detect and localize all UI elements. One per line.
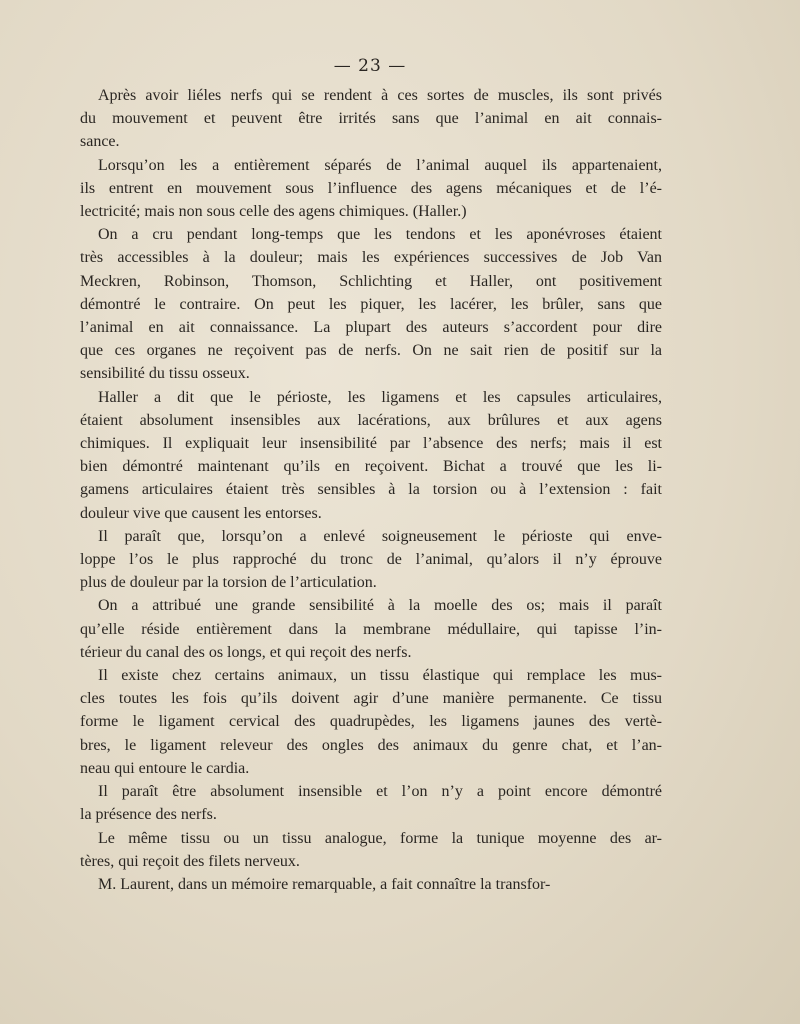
- paragraph: [80, 594, 662, 664]
- text-line: l’animal en ait connaissance. La plupart des auteurs s’accordent pour dire: [80, 319, 662, 337]
- paragraph: [80, 525, 662, 595]
- text-line: Il paraît que, lorsqu’on a enlevé soigneusement le périoste qui enve-: [98, 527, 662, 545]
- text-line: Il paraît être absolument insensible et l’on n’y a point encore démontré: [98, 783, 662, 801]
- text-line: ils entrent en mouvement sous l’influence des agens mécaniques et de l’é-: [80, 179, 662, 197]
- text-line: Haller a dit que le périoste, les ligamens et les capsules articulaires,: [98, 388, 662, 406]
- text-line: neau qui entoure le cardia.: [80, 759, 250, 777]
- paragraph: [80, 827, 662, 873]
- text-line: bien démontré maintenant qu’ils en reçoivent. Bichat a trouvé que les li-: [80, 458, 662, 476]
- text-line: gamens articulaires étaient très sensibles à la torsion ou à l’extension : fait: [80, 481, 662, 499]
- text-line: lectricité; mais non sous celle des agens chimiques. (Haller.): [80, 203, 467, 221]
- text-line: étaient absolument insensibles aux lacérations, aux brûlures et aux agens: [80, 411, 662, 429]
- text-line: tères, qui reçoit des filets nerveux.: [80, 852, 300, 870]
- text-line: On a attribué une grande sensibilité à la moelle des os; mais il paraît: [98, 597, 662, 615]
- paragraph: [80, 84, 662, 154]
- paragraph: [80, 386, 662, 525]
- paragraph: [80, 664, 662, 780]
- text-line: chimiques. Il expliquait leur insensibilité par l’absence des nerfs; mais il est: [80, 435, 662, 453]
- text-line: la présence des nerfs.: [80, 806, 217, 824]
- text-line: très accessibles à la douleur; mais les expériences successives de Job Van: [80, 249, 662, 267]
- text-line: cles toutes les fois qu’ils doivent agir d’une manière permanente. Ce tissu: [80, 690, 662, 708]
- paragraph: [80, 223, 662, 385]
- text-line: que ces organes ne reçoivent pas de nerfs. On ne sait rien de positif sur la: [80, 342, 662, 360]
- paragraph: [80, 154, 662, 224]
- text-line: Il existe chez certains animaux, un tissu élastique qui remplace les mus-: [98, 667, 662, 685]
- paragraph: [80, 873, 662, 896]
- text-line: bres, le ligament releveur des ongles des animaux du genre chat, et l’an-: [80, 736, 662, 754]
- text-line: loppe l’os le plus rapproché du tronc de l’animal, qu’alors il n’y éprouve: [80, 551, 662, 569]
- text-line: térieur du canal des os longs, et qui reçoit des nerfs.: [80, 643, 412, 661]
- text-line: forme le ligament cervical des quadrupèdes, les ligamens jaunes des vertè-: [80, 713, 662, 731]
- text-line: On a cru pendant long-temps que les tendons et les aponévroses étaient: [98, 226, 662, 244]
- text-line: qu’elle réside entièrement dans la membrane médullaire, qui tapisse l’in-: [80, 620, 662, 638]
- text-line: Meckren, Robinson, Thomson, Schlichting et Haller, ont positivement: [80, 272, 662, 290]
- text-line: démontré le contraire. On peut les piquer, les lacérer, les brûler, sans que: [80, 295, 662, 313]
- text-line: sensibilité du tissu osseux.: [80, 365, 250, 383]
- page-number: — 23 —: [333, 56, 407, 76]
- text-line: douleur vive que causent les entorses.: [80, 504, 322, 522]
- text-line: Après avoir liéles nerfs qui se rendent à ces sortes de muscles, ils sont privés: [98, 87, 662, 104]
- text-line: du mouvement et peuvent être irrités sans que l’animal en ait connais-: [80, 110, 662, 128]
- text-line: sance.: [80, 133, 120, 151]
- body-text: [80, 84, 662, 896]
- paragraph: [80, 780, 662, 826]
- text-line: Le même tissu ou un tissu analogue, forme la tunique moyenne des ar-: [98, 829, 662, 847]
- text-line: M. Laurent, dans un mémoire remarquable, a fait connaître la transfor-: [98, 875, 551, 893]
- text-line: Lorsqu’on les a entièrement séparés de l’animal auquel ils appartenaient,: [98, 156, 662, 174]
- text-line: plus de douleur par la torsion de l’articulation.: [80, 574, 377, 592]
